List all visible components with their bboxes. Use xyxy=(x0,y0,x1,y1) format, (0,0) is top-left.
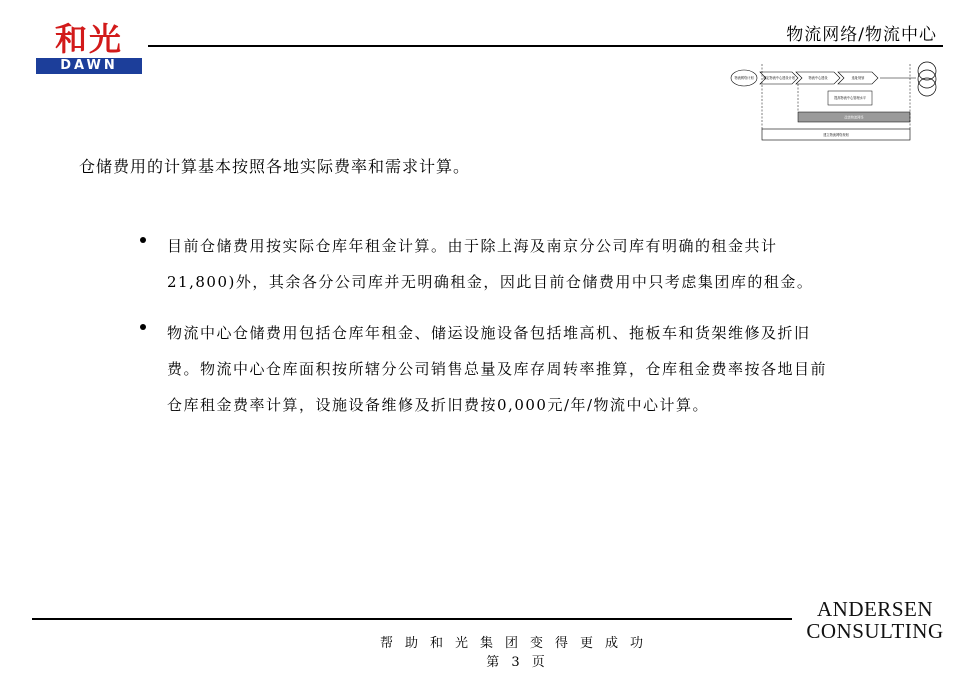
bullet-dot-icon xyxy=(140,237,146,243)
footer-slogan: 帮助和光集团变得更成功 xyxy=(379,636,655,651)
bullet-line: 仓库租金费率计算，设施设备维修及折旧费按0,000元/年/物流中心计算。 xyxy=(167,396,710,414)
logo-english-text: DAWN xyxy=(36,58,142,74)
bullet-text xyxy=(167,315,900,423)
page-number: 第 3 页 xyxy=(486,655,549,670)
diagram-bar-2-label: 建立物流网络规划 xyxy=(823,133,849,137)
consulting-logo-line1: ANDERSEN xyxy=(816,597,933,621)
page-title: 物流网络/物流中心 xyxy=(786,25,937,45)
diagram-bar-1-label: 改善物流网络 xyxy=(844,115,864,120)
diagram-circle-2 xyxy=(918,70,936,88)
bullet-dot-icon xyxy=(140,324,146,330)
diagram-node-4-label: 选址规划 xyxy=(851,76,865,80)
process-diagram-svg xyxy=(730,58,940,148)
lead-sentence: 仓储费用的计算基本按照各地实际费率和需求计算。 xyxy=(79,157,471,176)
diagram-circle-1 xyxy=(918,62,936,80)
header-divider xyxy=(148,45,943,47)
bullet-item xyxy=(140,228,900,300)
company-logo xyxy=(34,22,144,74)
diagram-circle-3 xyxy=(918,78,936,96)
diagram-node-5-label: 提高物流中心管理水平 xyxy=(834,96,866,100)
bullet-text xyxy=(167,228,900,300)
diagram-node-2-label: 制定物流中心建设计划 xyxy=(763,76,795,80)
diagram-node-1-label: 物流网络计划 xyxy=(734,76,754,80)
footer-divider xyxy=(32,618,792,620)
logo-chinese-text: 和光 xyxy=(54,20,123,58)
bullet-line: 物流中心仓储费用包括仓库年租金、储运设施设备包括堆高机、拖板车和货架维修及折旧 xyxy=(167,324,811,342)
diagram-node-3-label: 物流中心建设 xyxy=(808,76,828,80)
bullet-line: 费。物流中心仓库面积按所辖分公司销售总量及库存周转率推算，仓库租金费率按各地目前 xyxy=(167,360,828,378)
bullet-list xyxy=(140,228,900,438)
consulting-logo-line2: CONSULTING xyxy=(806,619,944,643)
bullet-line: 目前仓储费用按实际仓库年租金计算。由于除上海及南京分公司库有明确的租金共计 xyxy=(167,237,778,255)
bullet-line: 21,800)外，其余各分公司库并无明确租金，因此目前仓储费用中只考虑集团库的租金。 xyxy=(167,273,814,291)
consulting-logo xyxy=(800,598,950,642)
process-diagram xyxy=(730,58,940,148)
bullet-item xyxy=(140,315,900,423)
